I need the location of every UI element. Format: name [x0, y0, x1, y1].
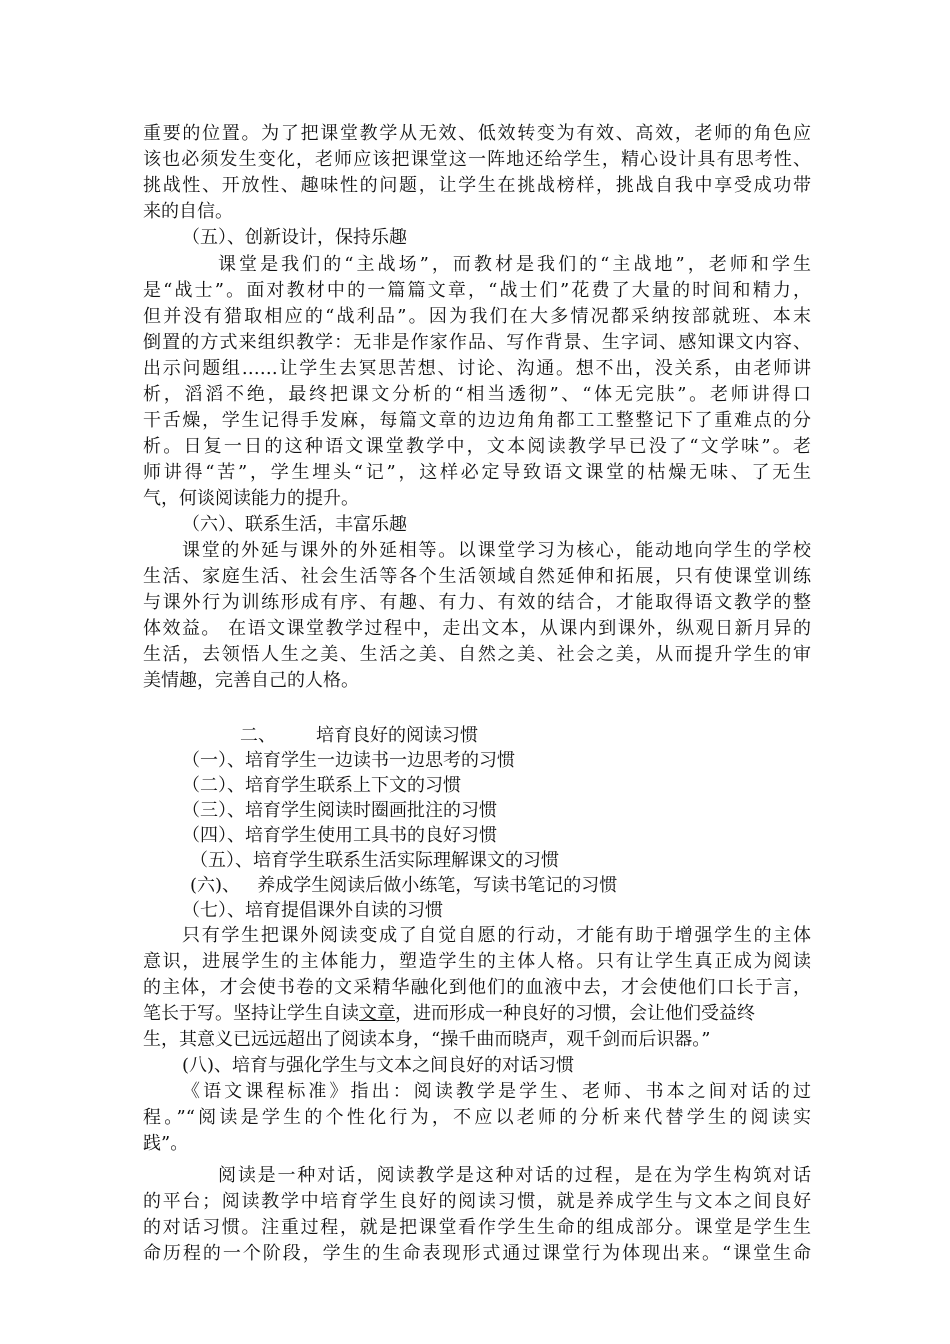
- paragraph-line: 析，滔滔不绝，最终把课文分析的“相当透彻”、“体无完肤”。老师讲得口: [143, 384, 811, 405]
- paragraph-line: 气，何谈阅读能力的提升。: [143, 488, 359, 509]
- paragraph-line: 的主体，才会使书卷的文采精华融化到他们的血液中去，才会使他们口长于言，: [143, 977, 811, 998]
- paragraph-line: 课堂是我们的“主战场”，而教材是我们的“主战地”，老师和学生: [218, 254, 811, 275]
- paragraph-line: 干舌燥，学生记得手发麻，每篇文章的边边角角都工工整整记下了重难点的分: [143, 410, 811, 431]
- paragraph-line: 是“战士”。面对教材中的一篇篇文章，“战士们”花费了大量的时间和精力，: [143, 280, 811, 301]
- paragraph-line: 倒置的方式来组织教学：无非是作家作品、写作背景、生字词、感知课文内容、: [143, 332, 811, 353]
- line-text: ，进而形成一种良好的习惯，会让他们受益终: [395, 1003, 755, 1024]
- paragraph-line: 生活，去领悟人生之美、生活之美、自然之美、社会之美，从而提升学生的审: [143, 644, 811, 665]
- paragraph-line: 践”。: [143, 1133, 189, 1154]
- paragraph-line: 出示问题组……让学生去冥思苦想、讨论、沟通。想不出，没关系，由老师讲: [143, 358, 811, 379]
- paragraph-line: 命历程的一个阶段，学生的生命表现形式通过课堂行为体现出来。“课堂生命: [143, 1243, 811, 1264]
- paragraph-line: 的平台；阅读教学中培育学生良好的阅读习惯，就是养成学生与文本之间良好: [143, 1191, 811, 1212]
- chapter-heading: 二、 培育良好的阅读习惯: [240, 725, 479, 746]
- section-heading: (八)、培育与强化学生与文本之间良好的对话习惯: [182, 1055, 575, 1076]
- list-item: (六)、 养成学生阅读后做小练笔，写读书笔记的习惯: [190, 875, 618, 896]
- paragraph-line: 来的自信。: [143, 201, 233, 222]
- list-item: （三）、培育学生阅读时圈画批注的习惯: [182, 800, 497, 821]
- paragraph-line: 析。日复一日的这种语文课堂教学中，文本阅读教学早已没了“文学味”。老: [143, 436, 811, 457]
- paragraph-line: 生，其意义已远远超出了阅读本身，“操千曲而晓声，观千剑而后识器。”: [143, 1029, 711, 1050]
- paragraph-line: 的对话习惯。注重过程，就是把课堂看作学生生命的组成部分。课堂是学生生: [143, 1217, 811, 1238]
- line-text: 笔长于写。坚持让学生自读: [143, 1003, 359, 1024]
- paragraph-line: 师讲得“苦”，学生埋头“记”，这样必定导致语文课堂的枯燥无味、了无生: [143, 462, 811, 483]
- paragraph-line: 美情趣，完善自己的人格。: [143, 670, 359, 691]
- paragraph-line: 程。”“阅读是学生的个性化行为，不应以老师的分析来代替学生的阅读实: [143, 1107, 811, 1128]
- paragraph-line: 但并没有猎取相应的“战利品”。因为我们在大多情况都采纳按部就班、本末: [143, 306, 811, 327]
- section-heading: （五）、创新设计，保持乐趣: [182, 227, 407, 248]
- paragraph-line: 与课外行为训练形成有序、有趣、有力、有效的结合，才能取得语文教学的整: [143, 592, 811, 613]
- paragraph-line: 阅读是一种对话，阅读教学是这种对话的过程，是在为学生构筑对话: [218, 1165, 811, 1186]
- list-item: （一）、培育学生一边读书一边思考的习惯: [182, 750, 515, 771]
- paragraph-line: 《语文课程标准》指出：阅读教学是学生、老师、书本之间对话的过: [182, 1081, 811, 1102]
- paragraph-line: [143, 1001, 811, 1027]
- paragraph-line: 生活、家庭生活、社会生活等各个生活领域自然延伸和拓展，只有使课堂训练: [143, 566, 811, 587]
- paragraph-line: 体效益。 在语文课堂教学过程中，走出文本，从课内到课外，纵观日新月异的: [143, 618, 811, 639]
- paragraph-line: 意识，进展学生的主体能力，塑造学生的主体人格。只有让学生真正成为阅读: [143, 951, 811, 972]
- paragraph-line: 重要的位置。为了把课堂教学从无效、低效转变为有效、高效，老师的角色应: [143, 123, 811, 144]
- list-item: （五）、培育学生联系生活实际理解课文的习惯: [190, 850, 559, 871]
- list-item: （二）、培育学生联系上下文的习惯: [182, 775, 461, 796]
- underlined-word: 文章: [359, 1003, 395, 1024]
- paragraph-line: 该也必须发生变化，老师应该把课堂这一阵地还给学生，精心设计具有思考性、: [143, 149, 811, 170]
- paragraph-line: 课堂的外延与课外的外延相等。以课堂学习为核心，能动地向学生的学校: [182, 540, 811, 561]
- section-heading: （六）、联系生活，丰富乐趣: [182, 514, 407, 535]
- paragraph-line: 挑战性、开放性、趣味性的问题，让学生在挑战榜样，挑战自我中享受成功带: [143, 175, 811, 196]
- list-item: （七）、培育提倡课外自读的习惯: [182, 900, 443, 921]
- list-item: （四）、培育学生使用工具书的良好习惯: [182, 825, 497, 846]
- paragraph-line: 只有学生把课外阅读变成了自觉自愿的行动，才能有助于增强学生的主体: [182, 925, 811, 946]
